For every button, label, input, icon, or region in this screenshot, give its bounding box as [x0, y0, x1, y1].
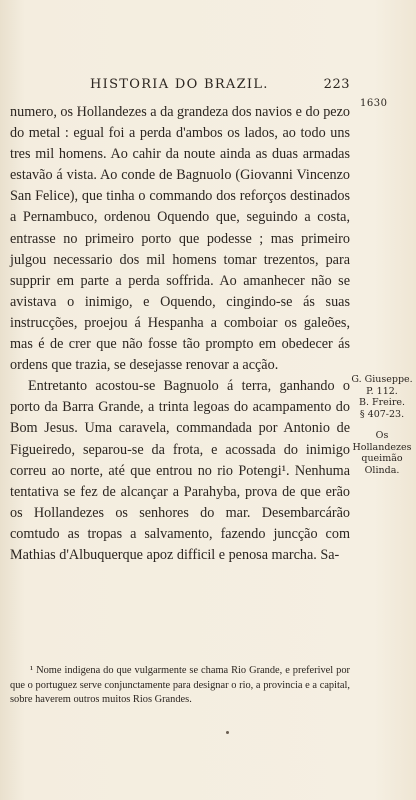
page-number: 223: [323, 77, 350, 92]
margin-note-line: P. 112.: [366, 385, 398, 397]
margin-note-line: Hollandezes: [352, 441, 412, 453]
margin-note-line: Olinda.: [364, 464, 400, 476]
margin-note-line: Os: [375, 430, 389, 441]
footnote: [10, 664, 350, 708]
margin-note-line: § 407-23.: [359, 408, 405, 420]
paragraph-2: Entretanto acostou-se Bagnuolo á terra, ganhando o porto da Barra Grande, a trinta legoas do acampamento do Bom Jesus. Uma caravela, commandada por Antonio de Figueiredo, separou-se da frota, e acossada do inimigo correu ao norte, até que entrou no rio Potengi¹. Nenhuma tentativa se fez de alcançar a Parahyba, prova de que erão os Hollandezes os senhores do mar. Desembarcárão comtudo as tropas a salvamento, fazendo juncção com Mathias d'Albuquerque apoz difficil e penosa marcha. Sa-: [10, 378, 350, 563]
margin-note-line: B. Freire.: [359, 397, 405, 408]
main-text: [10, 102, 350, 566]
running-header: [90, 77, 350, 95]
footnote-text: ¹ Nome indigena do que vulgarmente se chama Rio Grande, e preferivel por que o portuguez serve conjunctamente para designar o rio, a provincia e a capital, sobre haverem outros muitos Rios Grandes.: [10, 665, 350, 705]
paragraph-1: numero, os Hollandezes a da grandeza dos navios e do pezo do metal : egual foi a perda d'ambos os lados, ao todo uns tres mil homens. Ao cahir da noute ainda as duas armadas estavão á vista. Ao conde de Bagnuolo (Giovanni Vincenzo San Felice), que tinha o commando dos reforços destinados a Pernambuco, ordenou Oquendo que, seguindo a costa, entrasse no primeiro porto que podesse ; mas primeiro julgou necessario dos mil homens tomar trezentos, para supprir em parte a perda soffrida. Ao amanhecer não se avistava o inimigo, e Oquendo, cingindo-se ás suas instrucções, proejou á Hespanha a comboiar os galeões, mas é de crer que não fosse tão prompto em obedecer ás ordens que trazia, se desejasse renovar a acção.: [10, 104, 350, 374]
margin-year: 1630: [360, 98, 388, 109]
margin-note-sources: [351, 374, 413, 420]
page-mark-dot: [226, 731, 229, 734]
margin-note-line: queimão: [361, 453, 403, 464]
running-title: HISTORIA DO BRAZIL.: [90, 77, 269, 92]
margin-note-olinda: [351, 430, 413, 476]
margin-note-line: G. Giuseppe.: [351, 374, 413, 385]
